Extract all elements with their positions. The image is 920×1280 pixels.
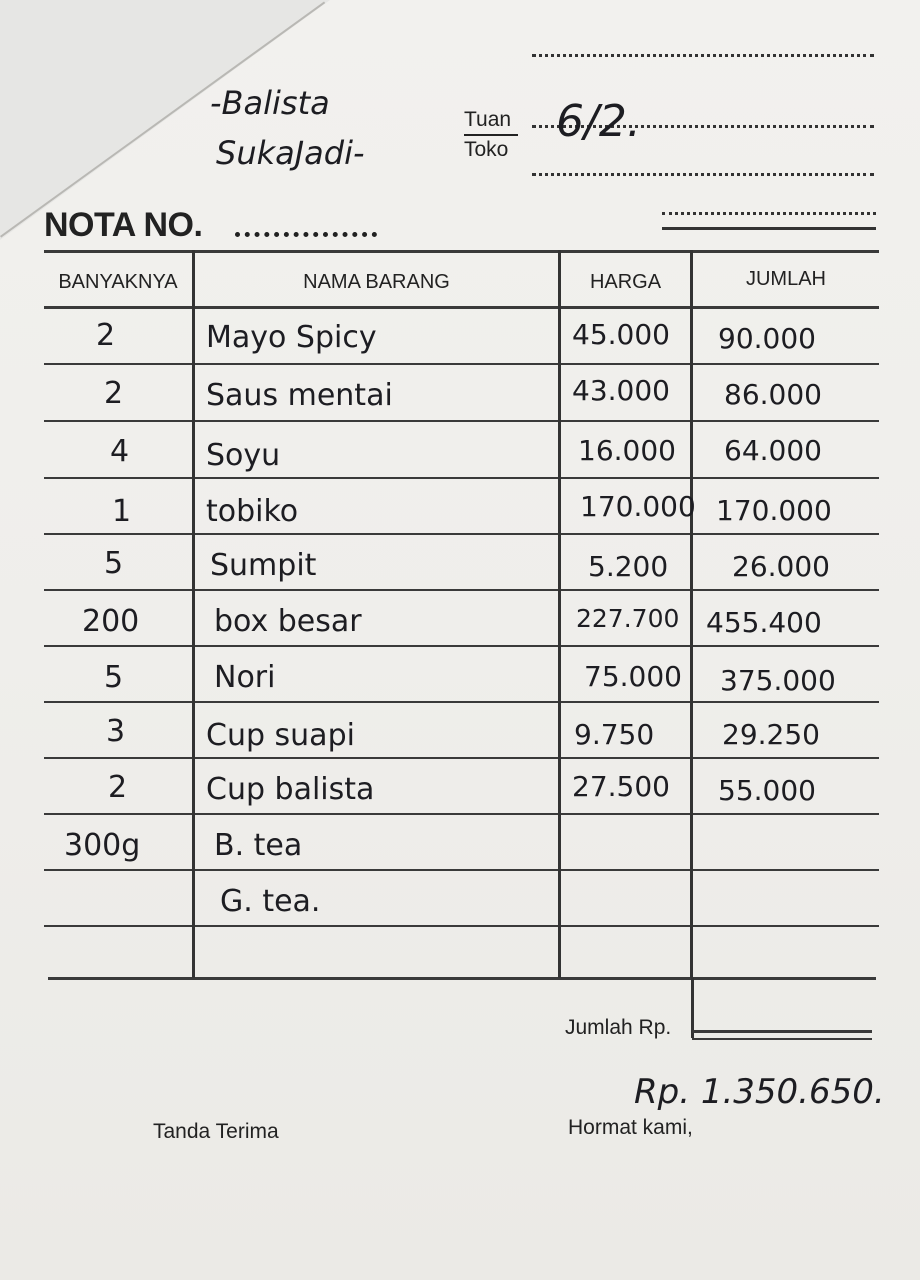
- total-cell: 64.000: [724, 434, 822, 467]
- item-name-cell: Saus mentai: [206, 378, 393, 413]
- col-header-total: JUMLAH: [745, 268, 826, 290]
- toko-dotted-line: [532, 173, 874, 176]
- item-name-cell: Nori: [214, 660, 276, 695]
- qty-cell: 300g: [64, 828, 141, 863]
- total-cell: 86.000: [724, 378, 822, 411]
- table-bottom-border: [48, 977, 876, 980]
- item-name-cell: Cup balista: [206, 772, 375, 807]
- item-name-cell: tobiko: [206, 494, 299, 529]
- tuan-label: Tuan: [464, 108, 512, 131]
- row-divider: [44, 363, 879, 365]
- item-name-cell: Mayo Spicy: [206, 320, 377, 355]
- qty-cell: 1: [112, 494, 132, 529]
- price-cell: 170.000: [580, 490, 696, 523]
- toko-label: Toko: [464, 138, 509, 161]
- row-divider: [44, 589, 879, 591]
- item-name-cell: Sumpit: [210, 548, 317, 583]
- qty-cell: 2: [96, 318, 116, 353]
- qty-cell: 200: [82, 604, 140, 639]
- top-dotted-line: [532, 54, 874, 57]
- price-cell: 5.200: [588, 550, 669, 583]
- qty-cell: 2: [108, 770, 128, 805]
- jumlah-label: Jumlah Rp.: [565, 1016, 672, 1039]
- row-divider: [44, 869, 879, 871]
- col-header-qty: BANYAKNYA: [58, 271, 178, 293]
- right-solid-line: [662, 227, 876, 230]
- item-name-cell: Cup suapi: [206, 718, 355, 753]
- total-cell: 170.000: [716, 494, 832, 527]
- price-cell: 16.000: [578, 434, 676, 467]
- row-divider: [44, 645, 879, 647]
- table-top-border: [44, 250, 879, 253]
- row-divider: [44, 420, 879, 422]
- grand-total-handwritten: Rp. 1.350.650.: [634, 1072, 885, 1112]
- total-cell: 90.000: [718, 322, 816, 355]
- qty-cell: 2: [104, 376, 124, 411]
- store-location: SukaJadi-: [216, 134, 365, 172]
- total-cell: 29.250: [722, 718, 820, 751]
- total-cell: 26.000: [732, 550, 830, 583]
- tuan-toko-divider: [464, 134, 518, 136]
- total-cell: 55.000: [718, 774, 816, 807]
- item-name-cell: box besar: [214, 604, 362, 639]
- column-divider: [558, 250, 561, 978]
- header-bottom-border: [44, 306, 879, 309]
- total-box-left: [691, 978, 694, 1038]
- price-cell: 75.000: [584, 660, 682, 693]
- row-divider: [44, 813, 879, 815]
- item-name-cell: Soyu: [206, 438, 281, 473]
- column-divider: [690, 250, 693, 978]
- nota-title: NOTA NO.: [44, 206, 203, 244]
- right-dotted-line: [662, 212, 876, 215]
- item-name-cell: G. tea.: [220, 884, 321, 919]
- hormat-kami-label: Hormat kami,: [568, 1116, 693, 1139]
- price-cell: 227.700: [576, 604, 680, 633]
- row-divider: [44, 533, 879, 535]
- price-cell: 9.750: [574, 718, 655, 751]
- column-divider: [192, 250, 195, 978]
- col-header-price: HARGA: [589, 271, 662, 293]
- price-cell: 27.500: [572, 770, 670, 803]
- tanda-terima-label: Tanda Terima: [153, 1120, 279, 1143]
- qty-cell: 4: [110, 434, 130, 469]
- row-divider: [44, 757, 879, 759]
- price-cell: 43.000: [572, 374, 670, 407]
- row-divider: [44, 701, 879, 703]
- total-underline-2: [692, 1038, 872, 1040]
- item-name-cell: B. tea: [214, 828, 303, 863]
- date-handwritten: 6/2.: [556, 96, 641, 147]
- row-divider: [44, 925, 879, 927]
- nota-number-dots: [235, 232, 377, 237]
- col-header-name: NAMA BARANG: [303, 271, 450, 293]
- total-underline: [692, 1030, 872, 1033]
- price-cell: 45.000: [572, 318, 670, 351]
- total-cell: 455.400: [706, 606, 822, 639]
- qty-cell: 3: [106, 714, 126, 749]
- qty-cell: 5: [104, 546, 124, 581]
- qty-cell: 5: [104, 660, 124, 695]
- total-cell: 375.000: [720, 664, 836, 697]
- row-divider: [44, 477, 879, 479]
- store-name: -Balista: [210, 84, 330, 122]
